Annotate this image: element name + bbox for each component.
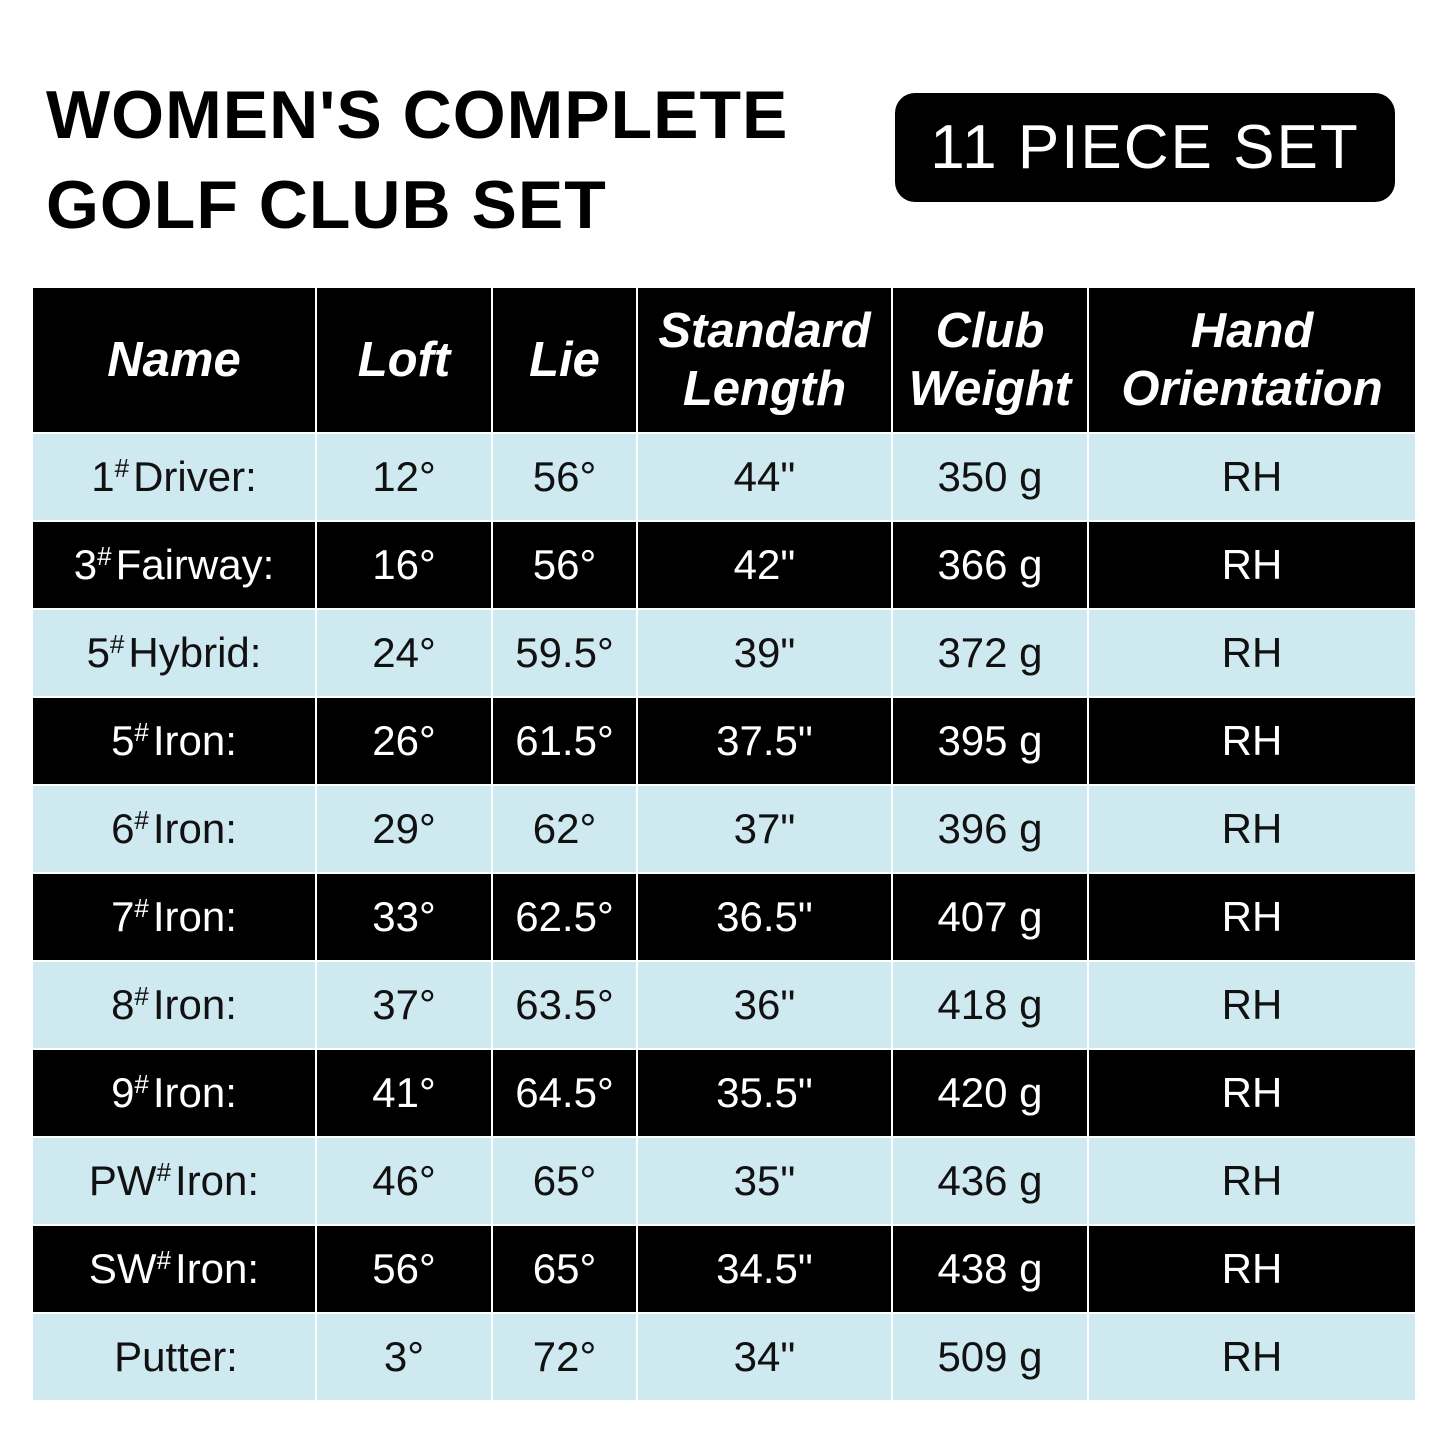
club-name-cell: [32, 1137, 316, 1225]
lie-cell: 56°: [492, 521, 637, 609]
weight-cell: 438 g: [892, 1225, 1088, 1313]
header-hand-orientation: Hand Orientation: [1088, 287, 1416, 433]
lie-cell: 64.5°: [492, 1049, 637, 1137]
club-type-label: Iron:: [175, 1157, 260, 1204]
header-lie: Lie: [492, 287, 637, 433]
club-number-mark: #: [134, 1069, 149, 1099]
club-number-mark: #: [114, 453, 130, 483]
club-name-cell: [32, 873, 316, 961]
club-number: 7: [111, 893, 135, 940]
header-standard-length: Standard Length: [637, 287, 892, 433]
hand-cell: RH: [1088, 785, 1416, 873]
weight-cell: 407 g: [892, 873, 1088, 961]
lie-cell: 62.5°: [492, 873, 637, 961]
length-cell: 36": [637, 961, 892, 1049]
page-title: [46, 70, 788, 250]
length-cell: 37.5": [637, 697, 892, 785]
club-number-mark: #: [134, 981, 149, 1011]
club-number: 8: [111, 981, 135, 1028]
club-number: SW: [88, 1245, 157, 1292]
club-type-label: Iron:: [152, 805, 237, 852]
club-type-label: Iron:: [175, 1245, 260, 1292]
length-cell: 44": [637, 433, 892, 521]
title-line-1: WOMEN'S COMPLETE: [46, 77, 789, 153]
table-row: [32, 521, 1416, 609]
length-cell: 35": [637, 1137, 892, 1225]
length-cell: 34.5": [637, 1225, 892, 1313]
header-loft: Loft: [316, 287, 492, 433]
table-row: [32, 433, 1416, 521]
club-name-cell: [32, 1049, 316, 1137]
length-cell: 36.5": [637, 873, 892, 961]
club-name-cell: [32, 961, 316, 1049]
loft-cell: 26°: [316, 697, 492, 785]
table-row: [32, 873, 1416, 961]
table-row: [32, 1313, 1416, 1401]
club-type-label: Putter:: [114, 1333, 238, 1380]
lie-cell: 72°: [492, 1313, 637, 1401]
table-row: [32, 609, 1416, 697]
club-type-label: Iron:: [152, 717, 237, 764]
weight-cell: 436 g: [892, 1137, 1088, 1225]
weight-cell: 418 g: [892, 961, 1088, 1049]
loft-cell: 46°: [316, 1137, 492, 1225]
loft-cell: 24°: [316, 609, 492, 697]
club-number: 1: [91, 453, 115, 500]
title-line-2: GOLF CLUB SET: [46, 167, 607, 243]
lie-cell: 65°: [492, 1137, 637, 1225]
club-name-cell: [32, 433, 316, 521]
lie-cell: 62°: [492, 785, 637, 873]
loft-cell: 33°: [316, 873, 492, 961]
club-number-mark: #: [134, 717, 149, 747]
club-name-cell: [32, 521, 316, 609]
weight-cell: 372 g: [892, 609, 1088, 697]
club-number-mark: #: [134, 893, 149, 923]
club-number: 5: [111, 717, 135, 764]
club-name-cell: [32, 1313, 316, 1401]
loft-cell: 56°: [316, 1225, 492, 1313]
table-row: [32, 785, 1416, 873]
weight-cell: 395 g: [892, 697, 1088, 785]
hand-cell: RH: [1088, 433, 1416, 521]
lie-cell: 65°: [492, 1225, 637, 1313]
weight-cell: 420 g: [892, 1049, 1088, 1137]
length-cell: 34": [637, 1313, 892, 1401]
club-name-cell: [32, 1225, 316, 1313]
table-row: [32, 1137, 1416, 1225]
weight-cell: 509 g: [892, 1313, 1088, 1401]
club-number: 6: [111, 805, 135, 852]
table-row: [32, 697, 1416, 785]
club-type-label: Iron:: [152, 893, 237, 940]
length-cell: 37": [637, 785, 892, 873]
length-cell: 39": [637, 609, 892, 697]
hand-cell: RH: [1088, 1049, 1416, 1137]
club-type-label: Driver:: [133, 453, 257, 500]
lie-cell: 59.5°: [492, 609, 637, 697]
club-type-label: Iron:: [152, 1069, 237, 1116]
loft-cell: 29°: [316, 785, 492, 873]
hand-cell: RH: [1088, 961, 1416, 1049]
hand-cell: RH: [1088, 697, 1416, 785]
club-number-mark: #: [134, 805, 149, 835]
club-number: 5: [86, 629, 110, 676]
club-number-mark: #: [97, 541, 112, 571]
club-number-mark: #: [156, 1157, 172, 1187]
table-header-row: [32, 287, 1416, 433]
length-cell: 42": [637, 521, 892, 609]
loft-cell: 12°: [316, 433, 492, 521]
length-cell: 35.5": [637, 1049, 892, 1137]
club-type-label: Iron:: [152, 981, 237, 1028]
piece-count-badge: 11 PIECE SET: [895, 93, 1395, 202]
club-name-cell: [32, 697, 316, 785]
hand-cell: RH: [1088, 1313, 1416, 1401]
loft-cell: 41°: [316, 1049, 492, 1137]
club-type-label: Fairway:: [115, 541, 275, 588]
header-name: Name: [32, 287, 316, 433]
weight-cell: 396 g: [892, 785, 1088, 873]
table-row: [32, 961, 1416, 1049]
table-row: [32, 1225, 1416, 1313]
hand-cell: RH: [1088, 521, 1416, 609]
club-number: 3: [73, 541, 98, 588]
hand-cell: RH: [1088, 873, 1416, 961]
loft-cell: 16°: [316, 521, 492, 609]
lie-cell: 56°: [492, 433, 637, 521]
hand-cell: RH: [1088, 1137, 1416, 1225]
hand-cell: RH: [1088, 1225, 1416, 1313]
club-number-mark: #: [109, 629, 125, 659]
weight-cell: 366 g: [892, 521, 1088, 609]
club-number: 9: [111, 1069, 135, 1116]
club-spec-table: [31, 286, 1417, 1402]
lie-cell: 63.5°: [492, 961, 637, 1049]
hand-cell: RH: [1088, 609, 1416, 697]
club-type-label: Hybrid:: [128, 629, 262, 676]
weight-cell: 350 g: [892, 433, 1088, 521]
club-number: PW: [88, 1157, 157, 1204]
club-name-cell: [32, 785, 316, 873]
lie-cell: 61.5°: [492, 697, 637, 785]
club-number-mark: #: [156, 1245, 172, 1275]
loft-cell: 3°: [316, 1313, 492, 1401]
loft-cell: 37°: [316, 961, 492, 1049]
club-name-cell: [32, 609, 316, 697]
table-row: [32, 1049, 1416, 1137]
header-club-weight: Club Weight: [892, 287, 1088, 433]
